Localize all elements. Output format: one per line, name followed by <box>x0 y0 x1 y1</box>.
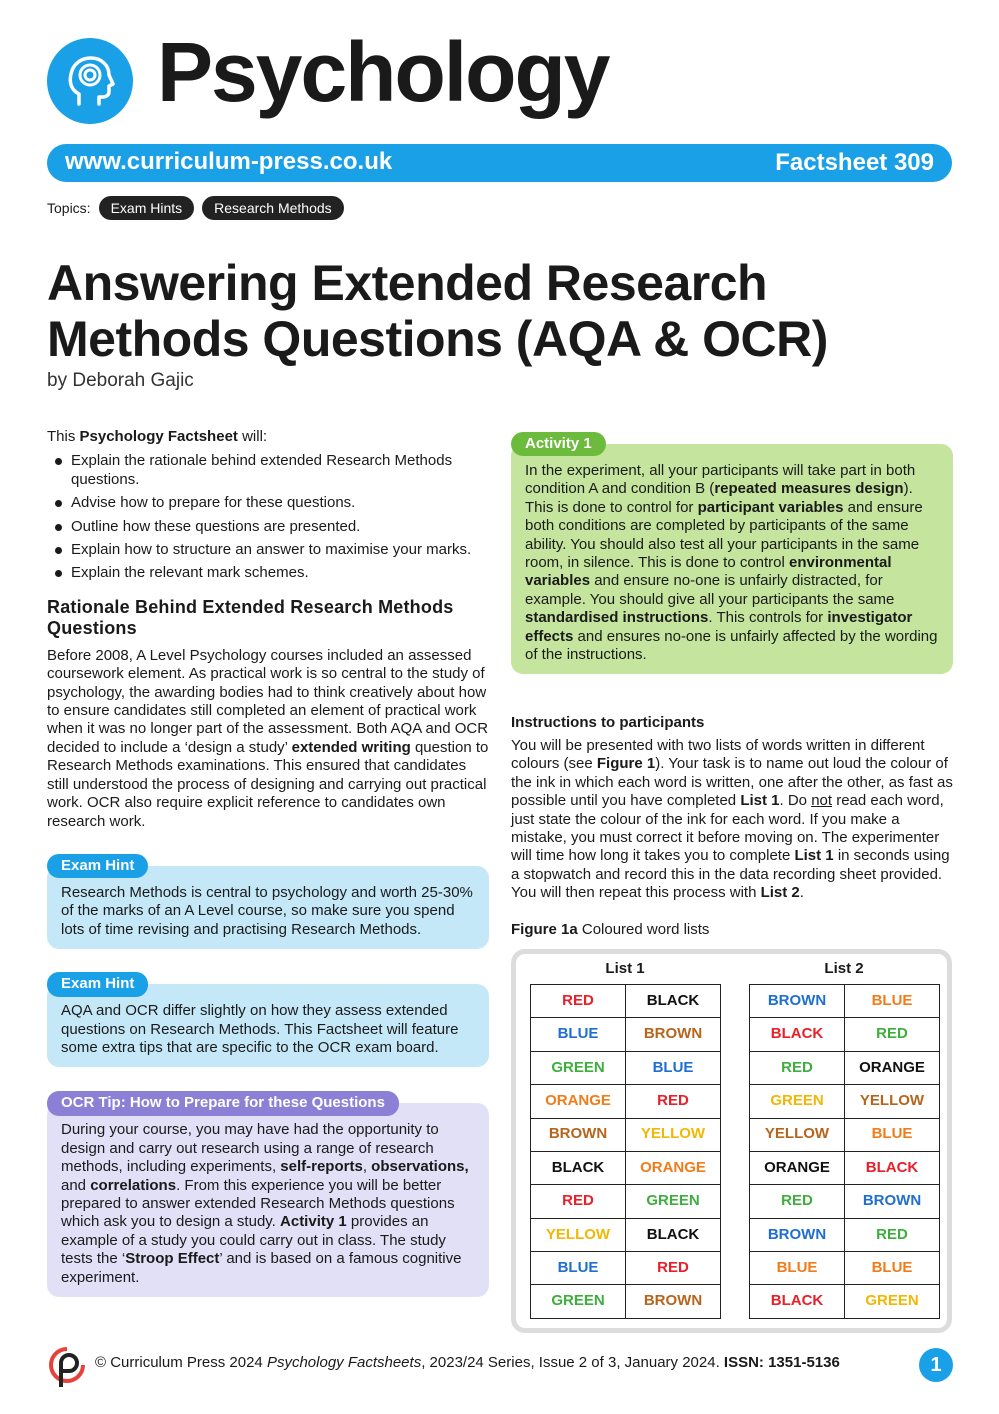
page-number: 1 <box>919 1348 953 1382</box>
word-row <box>750 1218 940 1251</box>
factsheet-number: Factsheet 309 <box>775 149 934 176</box>
word-row <box>531 1018 721 1051</box>
ocr-tip-box <box>47 1094 489 1297</box>
colour-word: GREEN <box>750 1085 845 1118</box>
exam-hint-box-2 <box>47 975 489 1067</box>
colour-word: BLACK <box>845 1151 940 1184</box>
activity-tag: Activity 1 <box>511 432 606 456</box>
word-row <box>531 984 721 1017</box>
colour-word: BROWN <box>626 1285 721 1318</box>
page-title <box>47 255 947 367</box>
colour-word: BLUE <box>750 1252 845 1285</box>
word-row <box>531 1285 721 1318</box>
instructions-text: You will be presented with two lists of words written in different colours (see Figure 1). Your task is to name out loud the colour of the ink in which each word is written, one after the other, as fast as possible until you have completed List 1. Do not read each word, just state the colour of the ink for each word. If you make a mistake, you must correct it before moving on. The experimenter will time how long it takes you to complete List 1 in seconds using a stopwatch and record this in the data recording sheet provided. You will then repeat this process with List 2. <box>511 736 953 902</box>
colour-word: RED <box>750 1185 845 1218</box>
colour-word: BROWN <box>845 1185 940 1218</box>
figure-caption: Figure 1a Coloured word lists <box>511 920 710 938</box>
footer-copyright: © Curriculum Press 2024 Psychology Factsheets, 2023/24 Series, Issue 2 of 3, January 2024. ISSN: 1351-5136 <box>95 1354 840 1371</box>
activity-box <box>511 435 953 674</box>
word-row <box>531 1151 721 1184</box>
colour-word: BLUE <box>531 1252 626 1285</box>
section-heading-rationale: Rationale Behind Extended Research Methods Questions <box>47 596 454 638</box>
word-row <box>531 1218 721 1251</box>
colour-word: YELLOW <box>531 1218 626 1251</box>
colour-word: RED <box>626 1252 721 1285</box>
exam-hint-text: Research Methods is central to psychology and worth 25-30% of the marks of an A Level course, so make sure you spend lots of time revising and practising Research Methods. <box>61 883 473 938</box>
exam-hint-text: AQA and OCR differ slightly on how they assess extended questions on Research Methods. This Factsheet will feature some extra tips that are specific to the OCR exam board. <box>61 1002 459 1056</box>
brand-logo <box>47 38 133 124</box>
colour-word: BROWN <box>750 1218 845 1251</box>
list-1-title: List 1 <box>605 959 645 977</box>
topics-label: Topics: <box>47 200 91 216</box>
header-bar <box>47 144 952 182</box>
head-brain-icon <box>65 54 115 108</box>
colour-word: RED <box>845 1218 940 1251</box>
colour-word: BLACK <box>626 984 721 1017</box>
colour-word: GREEN <box>845 1285 940 1318</box>
colour-word: YELLOW <box>845 1085 940 1118</box>
objectives-list <box>47 452 489 582</box>
colour-word: BLACK <box>531 1151 626 1184</box>
colour-word: BLUE <box>845 1118 940 1151</box>
word-row <box>750 984 940 1017</box>
colour-word: ORANGE <box>845 1051 940 1084</box>
word-row <box>531 1118 721 1151</box>
intro-lead: This Psychology Factsheet will: <box>47 428 268 445</box>
word-row <box>531 1252 721 1285</box>
colour-word: ORANGE <box>750 1151 845 1184</box>
colour-word: GREEN <box>531 1285 626 1318</box>
figure-frame <box>511 949 952 1333</box>
colour-word: BLACK <box>750 1018 845 1051</box>
colour-word: BLUE <box>531 1018 626 1051</box>
word-row <box>750 1285 940 1318</box>
word-row <box>750 1151 940 1184</box>
left-column <box>47 428 489 1297</box>
right-column <box>511 430 953 1333</box>
colour-word: BROWN <box>626 1018 721 1051</box>
brand-title: Psychology <box>157 25 609 119</box>
instructions-heading: Instructions to participants <box>511 714 705 732</box>
colour-word: RED <box>531 984 626 1017</box>
author-byline: by Deborah Gajic <box>47 370 194 391</box>
colour-word: RED <box>750 1051 845 1084</box>
colour-word: BLUE <box>845 984 940 1017</box>
colour-word: BLACK <box>750 1285 845 1318</box>
word-row <box>750 1185 940 1218</box>
colour-word: RED <box>845 1018 940 1051</box>
word-row <box>531 1185 721 1218</box>
ocr-tip-text: During your course, you may have had the opportunity to design and carry out research using a range of research methods, including experiments, self-reports, observations, and correlations. From this experience you will be better prepared to answer extended Research Methods questions which ask you to design a study. Activity 1 provides an example of a study you could carry out in class. The study tests the ‘Stroop Effect’ and is based on a famous cognitive experiment. <box>61 1121 469 1286</box>
word-row <box>531 1085 721 1118</box>
ocr-tip-tag: OCR Tip: How to Prepare for these Questions <box>47 1091 399 1115</box>
curriculum-press-logo <box>47 1345 87 1394</box>
title-line-2: Methods Questions (AQA & OCR) <box>47 311 828 367</box>
topic-pill-exam-hints[interactable]: Exam Hints <box>99 196 195 220</box>
word-row <box>750 1051 940 1084</box>
colour-word: BROWN <box>750 984 845 1017</box>
colour-word: GREEN <box>626 1185 721 1218</box>
colour-word: BLACK <box>626 1218 721 1251</box>
curriculum-press-icon <box>47 1345 87 1389</box>
colour-word: BLUE <box>845 1252 940 1285</box>
colour-word: ORANGE <box>626 1151 721 1184</box>
word-row <box>750 1018 940 1051</box>
colour-word: BROWN <box>531 1118 626 1151</box>
colour-word: RED <box>626 1085 721 1118</box>
title-line-1: Answering Extended Research <box>47 255 768 311</box>
colour-word: YELLOW <box>626 1118 721 1151</box>
exam-hint-box-1 <box>47 856 489 949</box>
website-link[interactable]: www.curriculum-press.co.uk <box>65 148 393 175</box>
exam-hint-tag: Exam Hint <box>47 854 148 878</box>
colour-word: YELLOW <box>750 1118 845 1151</box>
word-row <box>531 1051 721 1084</box>
exam-hint-tag: Exam Hint <box>47 972 148 996</box>
topics-row <box>47 195 344 221</box>
list-item: Explain how to structure an answer to maximise your marks. <box>47 541 489 559</box>
activity-text: In the experiment, all your participants will take part in both condition A and condition B (repeated measures design). This is done to control for participant variables and ensure both conditions are completed by participants of the same ability. You should also test all your participants in the same room, in silence. This is done to control environmental variables and ensure no-one is unfairly distracted, for example. You should give all your participants the same standardised instructions. This controls for investigator effects and ensures no-one is unfairly affected by the wording of the instructions. <box>525 462 938 664</box>
colour-word: GREEN <box>531 1051 626 1084</box>
word-row <box>750 1118 940 1151</box>
colour-word: BLUE <box>626 1051 721 1084</box>
list-2-table <box>749 984 940 1319</box>
colour-word: RED <box>531 1185 626 1218</box>
list-item: Explain the relevant mark schemes. <box>47 564 489 582</box>
word-row <box>750 1085 940 1118</box>
topic-pill-research-methods[interactable]: Research Methods <box>202 196 344 220</box>
colour-word: ORANGE <box>531 1085 626 1118</box>
list-item: Outline how these questions are presented. <box>47 518 489 536</box>
rationale-paragraph: Before 2008, A Level Psychology courses included an assessed coursework element. As practical work is so central to the study of psychology, the awarding bodies had to think creatively about how to ensure candidates still completed an element of practical work when it was no longer part of the assessment. Both AQA and OCR decided to include a ‘design a study’ extended writing question to Research Methods examinations. This ensured that candidates still understood the process of designing and carrying out practical work. OCR also require explicit reference to candidates own research work. <box>47 646 489 830</box>
list-item: Explain the rationale behind extended Research Methods questions. <box>47 452 489 489</box>
list-item: Advise how to prepare for these questions. <box>47 494 489 512</box>
list-1-table <box>530 984 721 1319</box>
list-2-title: List 2 <box>824 959 864 977</box>
word-row <box>750 1252 940 1285</box>
